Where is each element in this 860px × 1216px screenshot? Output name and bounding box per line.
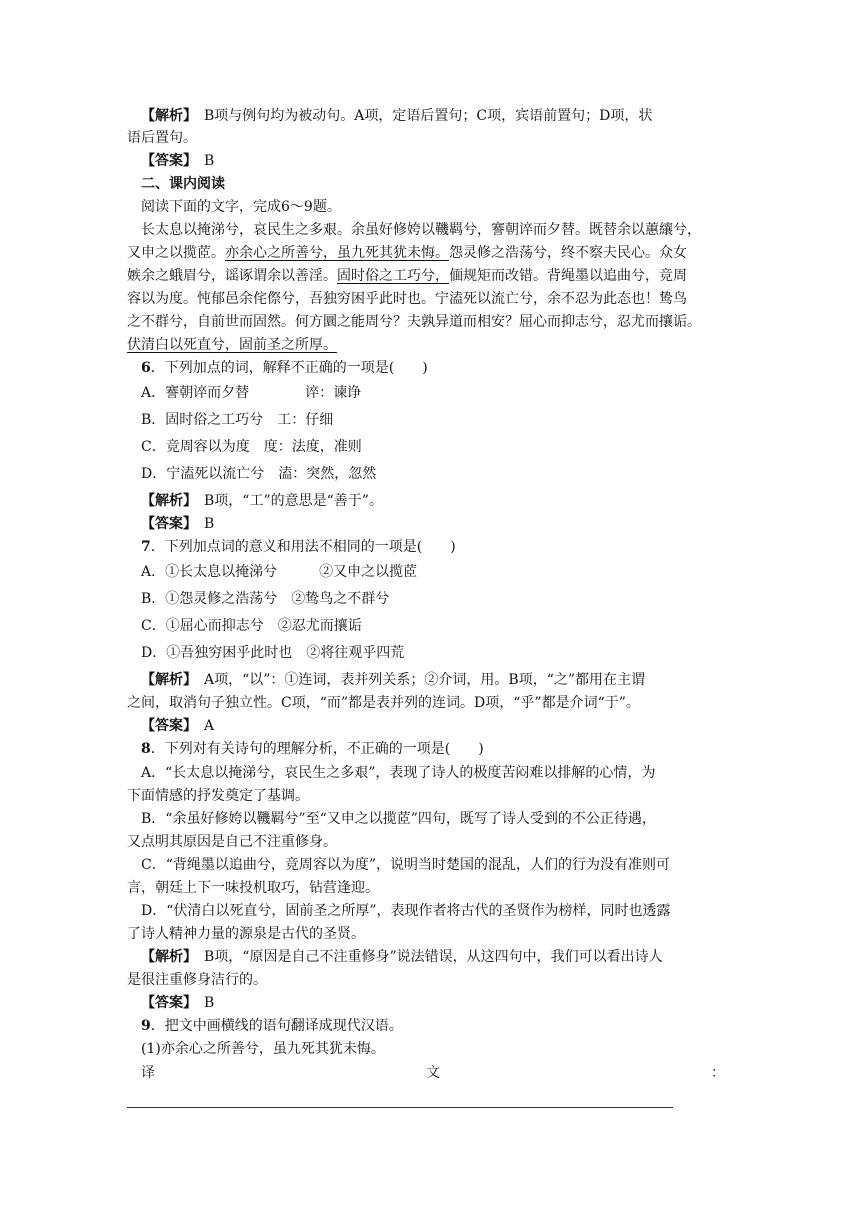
q6-option-d: D．宁溘死以流亡兮 溘：突然，忽然 xyxy=(141,466,377,482)
translation-label-wen: 文 xyxy=(426,1065,440,1081)
q5-analysis-line xyxy=(141,105,748,127)
passage-text: 怨灵修之浩荡兮，终不察夫民心。众女 xyxy=(449,245,687,261)
q7-analysis-line xyxy=(141,669,748,691)
question-stem: ．下列加点词的意义和用法不相同的一项是( ) xyxy=(150,539,456,555)
passage-line-2 xyxy=(127,242,734,264)
question-number: 6 xyxy=(141,360,151,376)
question-stem: ．下列加点的词，解释不正确的一项是( ) xyxy=(150,360,428,376)
underlined-sentence-1: 亦余心之所善兮，虽九死其犹未悔。 xyxy=(225,245,449,261)
translation-label-colon: ： xyxy=(711,1065,725,1081)
passage-text: 又申之以揽茝。 xyxy=(127,245,225,261)
section-instruction: 阅读下面的文字，完成6～9题。 xyxy=(141,199,341,215)
passage-line-6 xyxy=(127,334,734,356)
analysis-tag: 【解析】 xyxy=(141,493,190,509)
answer-tag: 【答案】 xyxy=(141,516,190,532)
q8-option-b: B．“余虽好修姱以鞿羁兮”至“又申之以揽茝”四句，既写了诗人受到的不公正待遇， xyxy=(141,811,656,827)
q6-stem xyxy=(141,357,748,379)
q7-stem xyxy=(141,536,748,558)
question-stem: ．下列对有关诗句的理解分析，不正确的一项是( ) xyxy=(150,741,484,757)
q9-stem xyxy=(141,1015,748,1037)
underlined-sentence-3: 伏清白以死直兮，固前圣之所厚。 xyxy=(127,337,337,353)
q9-item-1: (1)亦余心之所善兮，虽九死其犹未悔。 xyxy=(141,1041,385,1057)
analysis-tag: 【解析】 xyxy=(141,108,190,124)
translation-prompt xyxy=(141,1062,725,1084)
q8-answer-line xyxy=(141,992,748,1014)
q8-analysis-cont: 是很注重修身洁行的。 xyxy=(127,972,267,988)
q8-option-c-cont: 言，朝廷上下一味投机取巧，钻营逢迎。 xyxy=(127,880,379,896)
q6-option-c: C．竞周容以为度 度：法度，准则 xyxy=(141,439,362,455)
answer-tag: 【答案】 xyxy=(141,153,190,169)
section-heading: 二、课内阅读 xyxy=(141,176,225,192)
q7-analysis-cont: 之间，取消句子独立性。C项，“而”都是表并列的连词。D项，“乎”都是介词“于”。 xyxy=(127,695,640,711)
analysis-text: A项，“以”：①连词，表并列关系；②介词，用。B项，“之”都用在主谓 xyxy=(204,672,646,688)
q7-option-b: B．①怨灵修之浩荡兮 ②鸷鸟之不群兮 xyxy=(141,591,390,607)
q8-option-d-cont: 了诗人精神力量的源泉是古代的圣贤。 xyxy=(127,926,365,942)
question-stem: ．把文中画横线的语句翻译成现代汉语。 xyxy=(150,1018,403,1034)
answer-value: B xyxy=(204,153,215,169)
q8-option-d: D．“伏清白以死直兮，固前圣之所厚”，表现作者将古代的圣贤作为榜样，同时也透露 xyxy=(141,903,671,919)
analysis-tag: 【解析】 xyxy=(141,949,190,965)
analysis-text: B项，“原因是自己不注重修身”说法错误，从这四句中，我们可以看出诗人 xyxy=(204,949,663,965)
q6-option-a: A．謇朝谇而夕替 谇：谏诤 xyxy=(141,385,362,401)
passage-text: 嫉余之蛾眉兮，谣诼谓余以善淫。 xyxy=(127,268,337,284)
answer-tag: 【答案】 xyxy=(141,995,190,1011)
q5-answer-line xyxy=(141,150,748,172)
q8-option-c: C．“背绳墨以追曲兮，竞周容以为度”，说明当时楚国的混乱，人们的行为没有准则可 xyxy=(141,857,671,873)
passage-line-3 xyxy=(127,265,734,287)
q8-analysis-line xyxy=(141,946,748,968)
answer-value: B xyxy=(204,516,215,532)
analysis-text: B项，“工”的意思是“善于”。 xyxy=(204,493,383,509)
q8-stem xyxy=(141,738,748,760)
passage-text: 偭规矩而改错。背绳墨以追曲兮，竞周 xyxy=(449,268,687,284)
q8-option-a: A．“长太息以掩涕兮，哀民生之多艰”，表现了诗人的极度苦闷难以排解的心情，为 xyxy=(141,765,656,781)
q8-option-a-cont: 下面情感的抒发奠定了基调。 xyxy=(127,788,309,804)
translation-label-yi: 译 xyxy=(141,1065,155,1081)
q7-option-d: D．①吾独穷困乎此时也 ②将往观乎四荒 xyxy=(141,645,405,661)
passage-line-1: 长太息以掩涕兮，哀民生之多艰。余虽好修姱以鞿羁兮，謇朝谇而夕替。既替余以蕙纕兮， xyxy=(141,222,701,238)
q6-analysis-line xyxy=(141,490,748,512)
q7-option-c: C．①屈心而抑志兮 ②忍尤而攘诟 xyxy=(141,618,362,634)
question-number: 9 xyxy=(141,1018,151,1034)
question-number: 8 xyxy=(141,741,151,757)
answer-value: A xyxy=(204,718,215,734)
answer-value: B xyxy=(204,995,215,1011)
q5-analysis-cont: 语后置句。 xyxy=(127,130,197,146)
analysis-text: B项与例句均为被动句。A项，定语后置句；C项，宾语前置句；D项，状 xyxy=(204,108,653,124)
q6-answer-line xyxy=(141,513,748,535)
analysis-tag: 【解析】 xyxy=(141,672,190,688)
answer-tag: 【答案】 xyxy=(141,718,190,734)
underlined-sentence-2: 固时俗之工巧兮， xyxy=(337,268,449,284)
answer-blank-line[interactable] xyxy=(127,1107,673,1108)
q7-option-a: A．①长太息以掩涕兮 ②又申之以揽茝 xyxy=(141,564,418,580)
q7-answer-line xyxy=(141,715,748,737)
q6-option-b: B．固时俗之工巧兮 工：仔细 xyxy=(141,412,334,428)
question-number: 7 xyxy=(141,539,151,555)
passage-line-4: 容以为度。忳郁邑余侘傺兮，吾独穷困乎此时也。宁溘死以流亡兮，余不忍为此态也！鸷鸟 xyxy=(127,291,687,307)
passage-line-5: 之不群兮，自前世而固然。何方圜之能周兮？夫孰异道而相安？屈心而抑志兮，忍尤而攘诟。 xyxy=(127,314,701,330)
q8-option-b-cont: 又点明其原因是自己不注重修身。 xyxy=(127,834,337,850)
